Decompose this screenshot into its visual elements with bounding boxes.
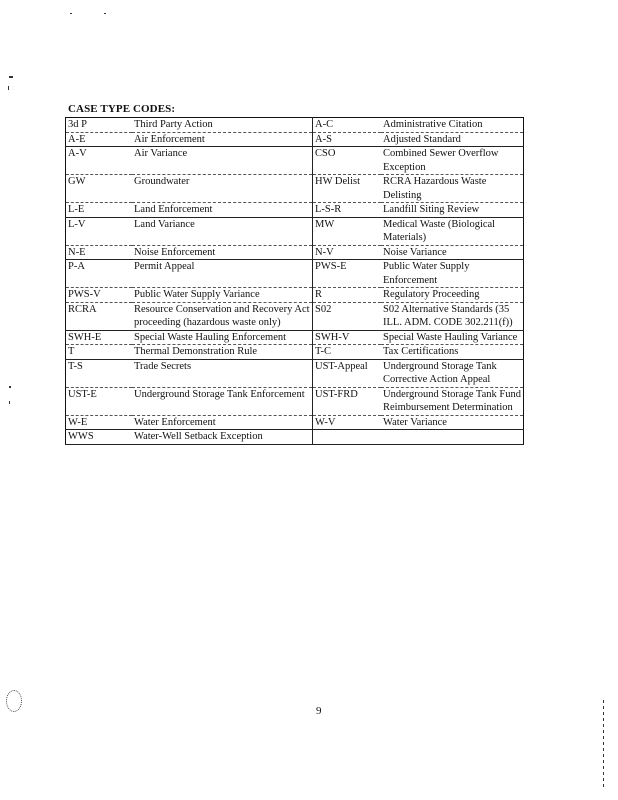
scan-blot <box>6 690 22 712</box>
description-cell: Noise Enforcement <box>132 245 313 260</box>
table-row <box>66 147 524 175</box>
code-cell: N-E <box>66 245 133 260</box>
description-cell: Third Party Action <box>132 118 313 133</box>
scan-speck <box>9 76 13 78</box>
description-cell <box>381 430 524 445</box>
table-row <box>66 345 524 360</box>
code-cell: T-S <box>66 359 133 387</box>
code-cell: A-C <box>313 118 382 133</box>
table-row <box>66 260 524 288</box>
code-cell: L-E <box>66 203 133 218</box>
scan-speck <box>70 13 72 14</box>
description-cell: Medical Waste (Biological Materials) <box>381 217 524 245</box>
code-cell: SWH-V <box>313 330 382 345</box>
table-row <box>66 175 524 203</box>
description-cell: Administrative Citation <box>381 118 524 133</box>
scan-speck <box>9 386 11 388</box>
code-cell: A-S <box>313 132 382 147</box>
code-cell: CSO <box>313 147 382 175</box>
scan-speck <box>8 86 9 90</box>
description-cell: Landfill Siting Review <box>381 203 524 218</box>
scan-speck <box>104 13 106 14</box>
table-row <box>66 415 524 430</box>
table-row <box>66 302 524 330</box>
description-cell: Land Enforcement <box>132 203 313 218</box>
page-number: 9 <box>316 705 322 717</box>
description-cell: Resource Conservation and Recovery Act proceeding (hazardous waste only) <box>132 302 313 330</box>
code-cell: SWH-E <box>66 330 133 345</box>
code-cell: W-V <box>313 415 382 430</box>
table-row <box>66 387 524 415</box>
description-cell: Permit Appeal <box>132 260 313 288</box>
code-cell: PWS-E <box>313 260 382 288</box>
description-cell: Underground Storage Tank Corrective Action Appeal <box>381 359 524 387</box>
code-cell: S02 <box>313 302 382 330</box>
table-row <box>66 359 524 387</box>
code-cell: P-A <box>66 260 133 288</box>
code-cell: A-V <box>66 147 133 175</box>
description-cell: Public Water Supply Variance <box>132 288 313 303</box>
scan-speck <box>9 401 10 404</box>
description-cell: Underground Storage Tank Enforcement <box>132 387 313 415</box>
code-cell: N-V <box>313 245 382 260</box>
description-cell: Adjusted Standard <box>381 132 524 147</box>
code-cell: L-S-R <box>313 203 382 218</box>
description-cell: Thermal Demonstration Rule <box>132 345 313 360</box>
table-row <box>66 430 524 445</box>
code-cell: UST-Appeal <box>313 359 382 387</box>
code-cell: PWS-V <box>66 288 133 303</box>
description-cell: Water-Well Setback Exception <box>132 430 313 445</box>
table-row <box>66 203 524 218</box>
table-row <box>66 132 524 147</box>
code-cell <box>313 430 382 445</box>
table-row <box>66 217 524 245</box>
description-cell: Combined Sewer Overflow Exception <box>381 147 524 175</box>
code-cell: WWS <box>66 430 133 445</box>
case-type-codes-table <box>65 117 524 445</box>
description-cell: RCRA Hazardous Waste Delisting <box>381 175 524 203</box>
code-cell: A-E <box>66 132 133 147</box>
scan-edge-line <box>603 700 604 790</box>
description-cell: Groundwater <box>132 175 313 203</box>
description-cell: Regulatory Proceeding <box>381 288 524 303</box>
description-cell: Land Variance <box>132 217 313 245</box>
code-cell: MW <box>313 217 382 245</box>
description-cell: S02 Alternative Standards (35 ILL. ADM. CODE 302.211(f)) <box>381 302 524 330</box>
description-cell: Public Water Supply Enforcement <box>381 260 524 288</box>
code-cell: 3d P <box>66 118 133 133</box>
table-row <box>66 118 524 133</box>
code-cell: HW Delist <box>313 175 382 203</box>
code-cell: RCRA <box>66 302 133 330</box>
description-cell: Trade Secrets <box>132 359 313 387</box>
description-cell: Special Waste Hauling Variance <box>381 330 524 345</box>
code-cell: W-E <box>66 415 133 430</box>
table-row <box>66 245 524 260</box>
description-cell: Tax Certifications <box>381 345 524 360</box>
code-cell: L-V <box>66 217 133 245</box>
description-cell: Water Enforcement <box>132 415 313 430</box>
section-heading: CASE TYPE CODES: <box>68 103 176 115</box>
description-cell: Air Enforcement <box>132 132 313 147</box>
code-cell: GW <box>66 175 133 203</box>
code-cell: R <box>313 288 382 303</box>
description-cell: Underground Storage Tank Fund Reimbursement Determination <box>381 387 524 415</box>
table-row <box>66 288 524 303</box>
table-row <box>66 330 524 345</box>
code-cell: T-C <box>313 345 382 360</box>
code-cell: UST-E <box>66 387 133 415</box>
description-cell: Air Variance <box>132 147 313 175</box>
code-cell: UST-FRD <box>313 387 382 415</box>
description-cell: Special Waste Hauling Enforcement <box>132 330 313 345</box>
description-cell: Noise Variance <box>381 245 524 260</box>
description-cell: Water Variance <box>381 415 524 430</box>
code-cell: T <box>66 345 133 360</box>
